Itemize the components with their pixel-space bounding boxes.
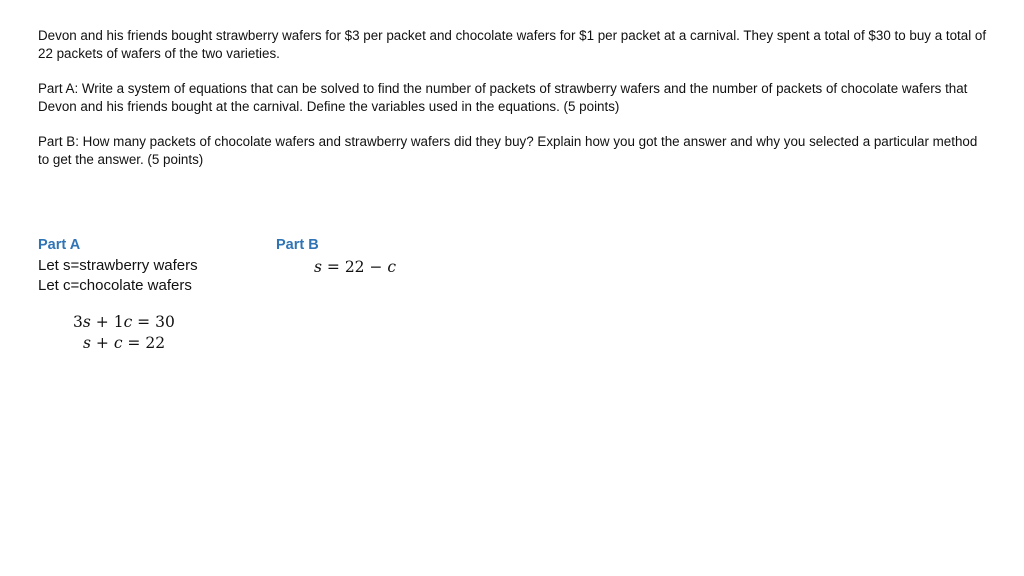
equation-cost: [73, 312, 175, 332]
part-b-heading: Part B: [276, 237, 319, 253]
problem-intro: Devon and his friends bought strawberry wafers for $3 per packet and chocolate wafers for $1 per packet at a carnival. They spent a total of $30 to buy a total of 22 packets of wafers of the two varieties.: [38, 28, 987, 61]
equation-count: [83, 333, 165, 353]
eq1-plus: +: [90, 313, 114, 331]
eq1-coef-s: 3: [73, 313, 83, 331]
let-c-definition: Let c=chocolate wafers: [38, 277, 192, 294]
eq1-equals: =: [132, 313, 156, 331]
equation-substitution: [314, 257, 396, 277]
eq1-coef-c: 1: [113, 313, 124, 331]
eq3-minus: −: [364, 258, 388, 276]
problem-part-b: Part B: How many packets of chocolate wafers and strawberry wafers did they buy? Explain how you got the answer and why you selected a particular method to get the answer. (5 points): [38, 134, 978, 167]
eq1-var-s: s: [82, 313, 91, 331]
eq3-var-c: c: [387, 258, 397, 276]
problem-statement: [38, 27, 988, 186]
eq2-plus: +: [90, 334, 114, 352]
eq3-equals: =: [321, 258, 345, 276]
eq2-rhs: 22: [145, 334, 166, 352]
eq3-var-s: s: [314, 258, 322, 276]
eq1-rhs: 30: [155, 313, 175, 331]
eq2-var-s: s: [83, 334, 91, 352]
part-a-heading: Part A: [38, 237, 81, 253]
eq1-var-c: c: [123, 313, 133, 331]
eq2-var-c: c: [113, 334, 123, 352]
let-s-definition: Let s=strawberry wafers: [38, 257, 198, 274]
eq2-equals: =: [122, 334, 146, 352]
eq3-num: 22: [344, 258, 365, 276]
problem-part-a: Part A: Write a system of equations that can be solved to find the number of packets of strawberry wafers and the number of packets of chocolate wafers that Devon and his friends bought at the carnival. Define the variables used in the equations. (5 points): [38, 81, 968, 114]
